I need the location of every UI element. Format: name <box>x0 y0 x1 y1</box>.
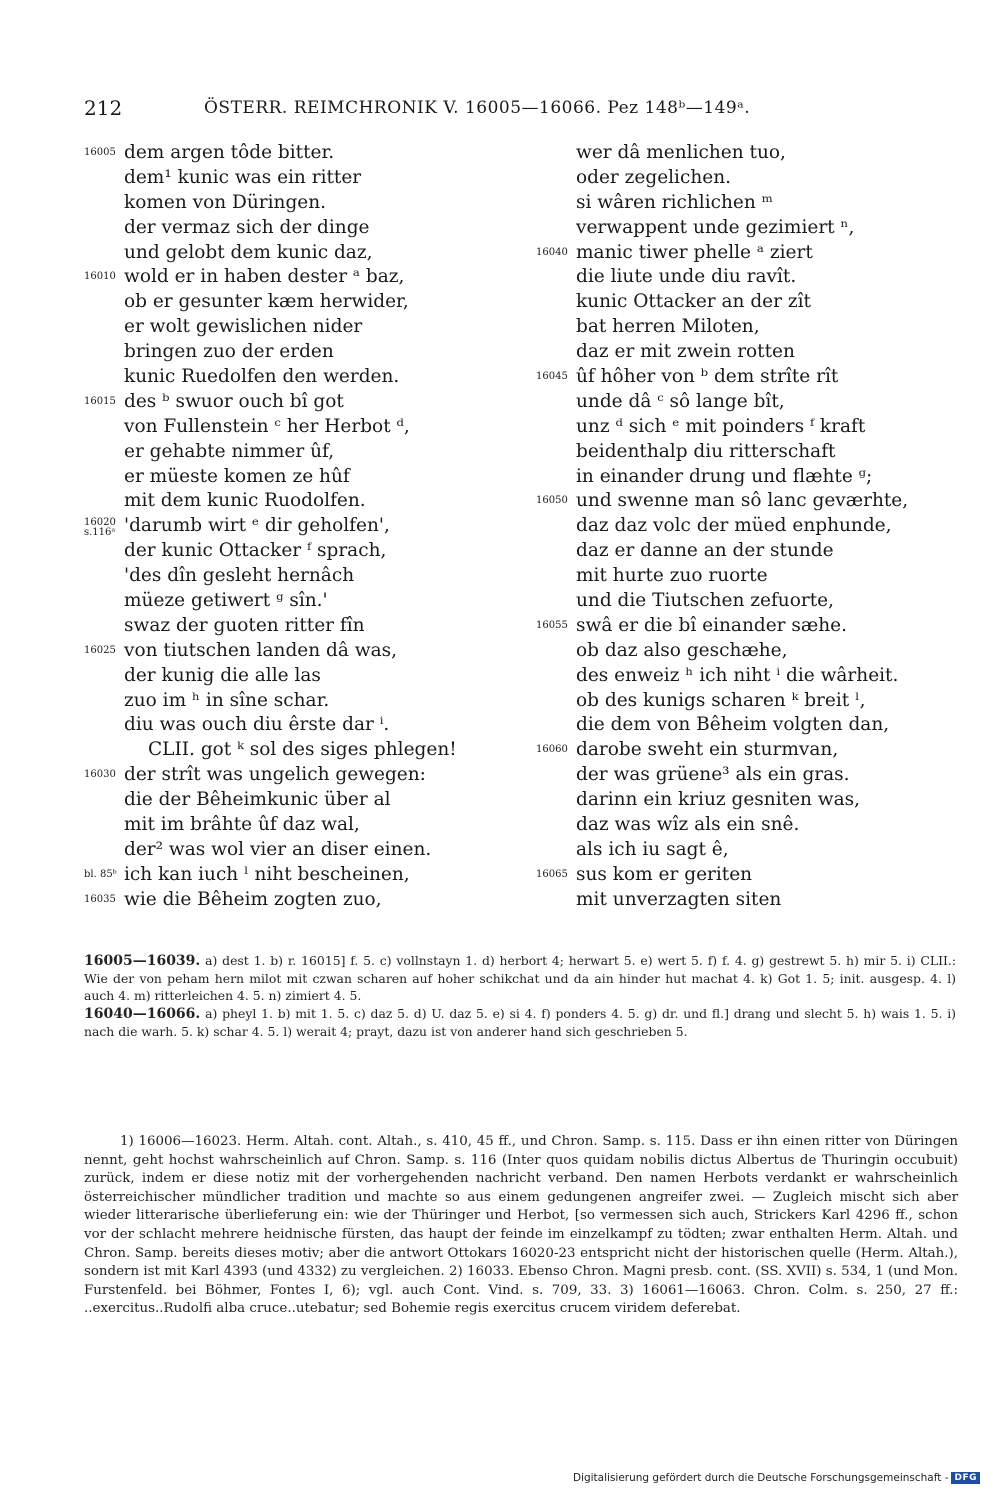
verse-line <box>536 689 976 714</box>
verse-line <box>84 738 514 763</box>
verse-line <box>536 813 976 838</box>
verse-line <box>84 340 514 365</box>
verse-line <box>84 689 514 714</box>
verse-line <box>536 788 976 813</box>
verse-line <box>536 315 976 340</box>
verse-line <box>536 265 976 290</box>
verse-text: dem¹ kunic was ein ritter <box>124 166 362 188</box>
verse-text: er gehabte nimmer ûf, <box>124 440 335 462</box>
apparatus-block-1 <box>84 952 956 1005</box>
verse-line <box>84 589 514 614</box>
dfg-logo: DFG <box>951 1472 980 1484</box>
verse-text: sus kom er geriten <box>576 863 753 885</box>
line-number: 16030 <box>84 769 116 781</box>
verse-line <box>84 489 514 514</box>
verse-text: manic tiwer phelle ᵃ ziert <box>576 241 813 263</box>
verse-line <box>536 191 976 216</box>
line-number: 16015 <box>84 395 116 407</box>
verse-line <box>84 290 514 315</box>
line-number: 16055 <box>536 619 568 631</box>
verse-text: und swenne man sô lanc geværhte, <box>576 490 909 512</box>
digitization-credit <box>573 1472 980 1484</box>
verse-text: ob daz also geschæhe, <box>576 639 788 661</box>
verse-text: CLII. got ᵏ sol des siges phlegen! <box>148 739 457 761</box>
apparatus-block-2 <box>84 1005 956 1040</box>
verse-line <box>536 340 976 365</box>
verse-text: darobe sweht ein sturmvan, <box>576 739 839 761</box>
verse-line <box>84 365 514 390</box>
verse-line <box>84 390 514 415</box>
right-verse-column <box>536 141 976 913</box>
verse-line <box>536 863 976 888</box>
verse-text: swaz der guoten ritter fîn <box>124 614 365 636</box>
verse-line <box>536 614 976 639</box>
verse-line <box>536 440 976 465</box>
verse-line <box>84 838 514 863</box>
verse-text: 'darumb wirt ᵉ dir geholfen', <box>124 515 390 537</box>
verse-text: wer dâ menlichen tuo, <box>576 142 786 163</box>
verse-line <box>84 241 514 266</box>
line-number: bl. 85ᵇ <box>84 868 117 880</box>
footnotes <box>84 1133 958 1319</box>
verse-text: dem argen tôde bitter. <box>124 142 335 163</box>
verse-line <box>84 440 514 465</box>
verse-line <box>536 763 976 788</box>
verse-line <box>84 539 514 564</box>
verse-text: ûf hôher von ᵇ dem strîte rît <box>576 366 839 388</box>
verse-text: mit unverzagten siten <box>576 888 782 910</box>
verse-text: bringen zuo der erden <box>124 341 334 363</box>
verse-text: in einander drung und flæhte ᵍ; <box>576 465 873 487</box>
verse-text: wold er in haben dester ᵃ baz, <box>124 266 405 288</box>
verse-line <box>536 489 976 514</box>
verse-line <box>536 888 976 913</box>
verse-line <box>84 863 514 888</box>
credit-text: Digitalisierung gefördert durch die Deutsche Forschungsgemeinschaft - <box>572 1472 949 1484</box>
verse-line <box>84 141 514 166</box>
verse-text: bat herren Miloten, <box>576 316 760 338</box>
verse-text: wie die Bêheim zogten zuo, <box>124 888 382 910</box>
verse-line <box>536 290 976 315</box>
line-number: 16010 <box>84 271 116 283</box>
verse-line <box>536 166 976 191</box>
verse-line <box>84 788 514 813</box>
verse-line <box>536 539 976 564</box>
verse-text: von tiutschen landen dâ was, <box>124 639 398 661</box>
verse-text: die der Bêheimkunic über al <box>124 789 391 811</box>
verse-line <box>536 713 976 738</box>
verse-line <box>536 465 976 490</box>
verse-text: swâ er die bî einander sæhe. <box>576 614 848 636</box>
line-number: 16020 s.116ᵃ <box>84 517 116 539</box>
verse-text: müeze getiwert ᵍ sîn.' <box>124 590 328 612</box>
apparatus-text-1: a) dest 1. b) r. 16015] f. 5. c) vollnstayn 1. d) herbort 4; herwart 5. e) wert 5. f) f. 4. g) gestrewt 5. h) mir 5. i) CLII.: Wie der von peham hern milot mit czwan scharen auf hoher schikchat und da ain hinder hut machat 4. k) Got 1. 5; init. ausgesp. 4. l) auch 4. m) ritterleichen 4. 5. n) zimiert 4. 5. <box>84 953 956 1004</box>
verse-line <box>536 216 976 241</box>
verse-line <box>536 241 976 266</box>
verse-line <box>84 813 514 838</box>
verse-text: und die Tiutschen zefuorte, <box>576 590 834 612</box>
verse-text: der kunic Ottacker ᶠ sprach, <box>124 540 387 562</box>
verse-line <box>536 639 976 664</box>
verse-line <box>536 415 976 440</box>
verse-line <box>536 838 976 863</box>
page-number: 212 <box>84 96 123 120</box>
verse-line <box>536 365 976 390</box>
verse-text: die liute unde diu ravît. <box>576 266 797 288</box>
verse-text: die dem von Bêheim volgten dan, <box>576 714 890 736</box>
verse-text: ich kan iuch ˡ niht bescheinen, <box>124 863 410 885</box>
verse-text: von Fullenstein ᶜ her Herbot ᵈ, <box>124 415 410 437</box>
verse-text: mit im brâhte ûf daz wal, <box>124 814 360 836</box>
verse-text: daz er mit zwein rotten <box>576 341 795 363</box>
line-number: 16050 <box>536 495 568 507</box>
verse-text: ob er gesunter kæm herwider, <box>124 291 409 313</box>
verse-text: der² was wol vier an diser einen. <box>124 838 432 860</box>
verse-text: 'des dîn gesleht hernâch <box>124 565 355 587</box>
verse-line <box>536 564 976 589</box>
verse-text: und gelobt dem kunic daz, <box>124 241 373 263</box>
verse-line <box>84 713 514 738</box>
line-number: 16025 <box>84 644 116 656</box>
verse-text: er wolt gewislichen nider <box>124 316 363 338</box>
page-header <box>84 96 964 122</box>
running-head: ÖSTERR. REIMCHRONIK V. 16005—16066. Pez 148ᵇ—149ᵃ. <box>204 98 751 118</box>
verse-text: diu was ouch diu êrste dar ⁱ. <box>124 714 390 736</box>
verse-line <box>536 738 976 763</box>
verse-text: des enweiz ʰ ich niht ⁱ die wârheit. <box>576 664 899 686</box>
verse-line <box>84 265 514 290</box>
verse-line <box>84 888 514 913</box>
line-number: 16065 <box>536 868 568 880</box>
verse-line <box>84 415 514 440</box>
verse-line <box>536 141 976 166</box>
verse-text: ob des kunigs scharen ᵏ breit ˡ, <box>576 689 866 711</box>
verse-line <box>84 514 514 539</box>
footnote-text: 1) 16006—16023. Herm. Altah. cont. Altah., s. 410, 45 ff., und Chron. Samp. s. 115. Dass er ihn einen ritter von Düringen nennt, geht hochst wahrscheinlich auf Chron. Samp. s. 116 (Inter quos quidam nobilis dictus Albertus de Thuringin occubuit) zurück, indem er diese notiz mit der vorhergehenden nachricht verband. Den namen Herbots verdankt er wahrscheinlich österreichischer mündlicher tradition und machte so aus einem gedungenen angreifer zwei. — Zugleich mischt sich aber wieder litterarische überlieferung ein: wie der Thüringer und Herbot, [so vermessen sich auch, Strickers Karl 4296 ff., schon vor der schlacht mehrere heidnische fürsten, das haupt der feinde im einzelkampf zu tödten; zwar enthalten Herm. Altah. und Chron. Samp. bereits dieses motiv; aber die antwort Ottokars 16020-23 entspricht nicht der historischen quelle (Herm. Altah.), sondern ist mit Karl 4393 (und 4332) zu vergleichen. 2) 16033. Ebenso Chron. Magni presb. cont. (SS. XVII) s. 534, 1 (und Mon. Furstenfeld. bei Böhmer, Fontes I, 6); vgl. auch Cont. Vind. s. 709, 33. 3) 16061—16063. Chron. Colm. s. 250, 27 ff.: ..exercitus..Rudolfi alba cruce..utebatur; sed Bohemie regis exercitus crucem viridem deferebat. <box>84 1134 958 1317</box>
apparatus-range-1: 16005—16039. <box>84 953 201 969</box>
line-number: 16005 <box>84 147 116 158</box>
verse-line <box>536 390 976 415</box>
verse-text: er müeste komen ze hûf <box>124 465 350 487</box>
verse-text: unz ᵈ sich ᵉ mit poinders ᶠ kraft <box>576 415 866 437</box>
verse-line <box>84 763 514 788</box>
verse-line <box>84 191 514 216</box>
critical-apparatus <box>84 952 956 1040</box>
verse-line <box>84 166 514 191</box>
verse-text: si wâren richlichen ᵐ <box>576 191 773 213</box>
verse-text: mit dem kunic Ruodolfen. <box>124 490 366 512</box>
verse-text: der strît was ungelich gewegen: <box>124 764 426 786</box>
verse-text: mit hurte zuo ruorte <box>576 565 768 587</box>
verse-text: des ᵇ swuor ouch bî got <box>124 390 344 412</box>
verse-text: daz daz volc der müed enphunde, <box>576 515 892 537</box>
verse-text: der kunig die alle las <box>124 664 321 686</box>
left-verse-column <box>84 141 514 913</box>
verse-text: oder zegelichen. <box>576 166 731 188</box>
verse-line <box>84 639 514 664</box>
verse-text: kunic Ottacker an der zît <box>576 291 811 313</box>
line-number: 16035 <box>84 893 116 905</box>
verse-text: komen von Düringen. <box>124 191 327 213</box>
verse-line <box>84 564 514 589</box>
verse-text: unde dâ ᶜ sô lange bît, <box>576 390 785 412</box>
verse-text: zuo im ʰ in sîne schar. <box>124 689 330 711</box>
line-number: 16045 <box>536 371 568 383</box>
verse-text: der vermaz sich der dinge <box>124 216 370 238</box>
line-number: 16060 <box>536 744 568 756</box>
verse-text: beidenthalp diu ritterschaft <box>576 440 836 462</box>
verse-line <box>536 589 976 614</box>
verse-line <box>84 216 514 241</box>
verse-text: kunic Ruedolfen den werden. <box>124 366 400 388</box>
verse-text: der was grüene³ als ein gras. <box>576 764 850 786</box>
verse-text: als ich iu sagt ê, <box>576 838 729 860</box>
verse-text: verwappent unde gezimiert ⁿ, <box>576 216 855 238</box>
verse-line <box>84 315 514 340</box>
verse-line <box>84 465 514 490</box>
verse-text: daz er danne an der stunde <box>576 540 834 562</box>
verse-line <box>536 514 976 539</box>
apparatus-range-2: 16040—16066. <box>84 1005 201 1022</box>
line-number: 16040 <box>536 246 568 258</box>
verse-line <box>84 614 514 639</box>
verse-text: darinn ein kriuz gesniten was, <box>576 789 861 811</box>
verse-line <box>536 664 976 689</box>
apparatus-text-2: a) pheyl 1. b) mit 1. 5. c) daz 5. d) U. daz 5. e) si 4. f) ponders 4. 5. g) dr. und fl.] drang und slecht 5. h) wais 1. 5. i) nach die warh. 5. k) schar 4. 5. l) werait 4; prayt, dazu ist von anderer hand sich geschrieben 5. <box>84 1005 956 1039</box>
verse-line <box>84 664 514 689</box>
verse-text: daz was wîz als ein snê. <box>576 814 800 836</box>
